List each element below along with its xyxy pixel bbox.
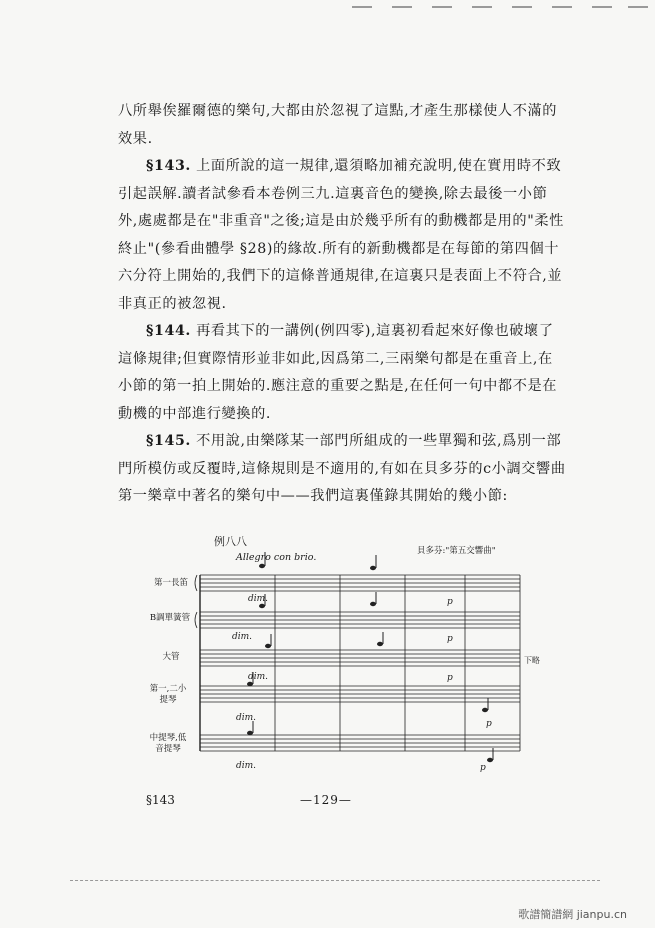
- dynamic-dim: dim.: [232, 632, 253, 642]
- staff-violas: [200, 735, 520, 751]
- staff-violins: [200, 686, 520, 702]
- composer-caption: 貝多芬:"第五交響曲": [417, 546, 496, 556]
- tempo-marking: Allegro con brio.: [236, 552, 317, 563]
- instrument-label: 第一,二小提琴: [149, 684, 187, 705]
- example-label: 例八八: [214, 535, 247, 548]
- staff-flute: [200, 575, 520, 591]
- staff-bassoon: [200, 650, 520, 666]
- dynamic-p: p: [447, 597, 453, 607]
- dynamic-dim: dim.: [236, 713, 257, 723]
- section-label: §145.: [146, 433, 191, 449]
- dynamic-dim: dim.: [236, 761, 257, 771]
- score-continuation-note: 下略: [524, 656, 540, 665]
- paragraph-text: 再看其下的一講例(例四零),這裏初看起來好像也破壞了這條規律;但實際情形並非如此,因爲第二,三兩樂句都是在重音上,在小節的第一拍上開始的.應注意的重要之點是,在任何一句中都不是在動機的中部進行變換的.: [118, 323, 558, 422]
- barlines: [275, 575, 520, 751]
- paragraph-text: 八所舉俟羅爾德的樂句,大都由於忽視了這點,才產生那樣使人不滿的效果.: [118, 103, 558, 147]
- dynamic-dim: dim.: [248, 594, 269, 604]
- dynamic-p: p: [447, 634, 453, 644]
- section-label: §143.: [146, 158, 191, 174]
- dynamic-dim: dim.: [248, 672, 269, 682]
- section-label: §144.: [146, 323, 191, 339]
- instrument-label: 中提琴,低音提琴: [149, 733, 187, 754]
- dynamic-marks: [232, 594, 492, 773]
- paragraph-text: 不用說,由樂隊某一部門所組成的一些單獨和弦,爲別一部門所模仿或反覆時,這條規則是不適用的,有如在貝多芬的c小調交響曲第一樂章中著名的樂句中——我們這裏僅錄其開始的幾小節:: [118, 433, 566, 504]
- footer-section-ref: §143: [146, 793, 175, 807]
- instrument-label: 第一長笛: [153, 578, 188, 588]
- dynamic-p: p: [447, 673, 453, 683]
- notes: [247, 552, 493, 762]
- page-number: —129—: [300, 793, 352, 807]
- staff-clarinet: [200, 612, 520, 628]
- dynamic-p: p: [480, 763, 486, 773]
- instrument-label: 大管: [162, 652, 180, 662]
- instrument-label: B調單簧管: [149, 613, 191, 623]
- scan-edge-line: [70, 880, 600, 881]
- dynamic-p: p: [486, 719, 492, 729]
- watermark: 歌譜簡譜網 jianpu.cn: [518, 908, 627, 921]
- paragraph-text: 上面所說的這一規律,還須略加補充說明,使在實用時不致引起誤解.讀者試參看本卷例三九.這裏音色的變換,除去最後一小節外,處處都是在"非重音"之後;這是由於幾乎所有的動機都是用的"柔性終止"(參看曲體學 §28)的緣故.所有的新動機都是在每節的第四個十六分符上開始的,我們下的這條普通規律,在這裏只是表面上不符合,並非真正的被忽視.: [118, 158, 564, 312]
